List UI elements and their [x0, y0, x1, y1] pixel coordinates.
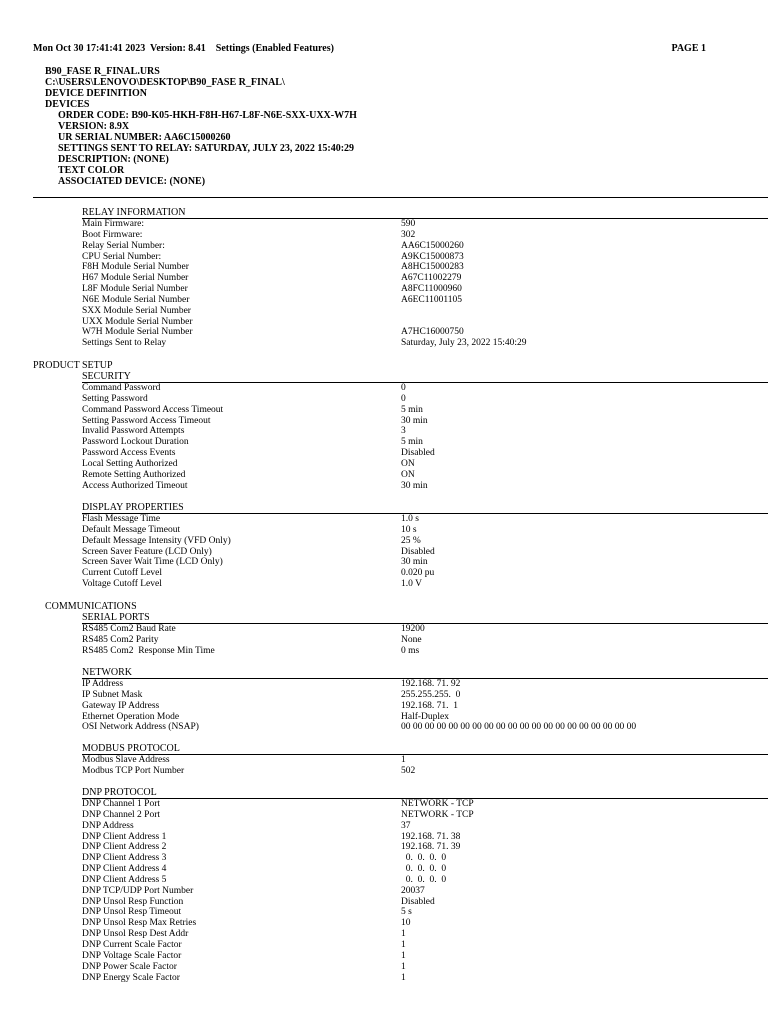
- setting-label: DNP Channel 2 Port: [82, 809, 161, 820]
- setting-row: [82, 842, 768, 853]
- settings-rows: [82, 624, 768, 657]
- setting-row: [82, 327, 768, 338]
- setting-label: DNP Unsol Resp Timeout: [82, 907, 182, 918]
- setting-value: 0. 0. 0. 0: [401, 874, 447, 885]
- setting-label: Setting Password: [82, 393, 148, 404]
- setting-label: Settings Sent to Relay: [82, 338, 167, 349]
- setting-row: [82, 273, 768, 284]
- setting-row: [82, 635, 768, 646]
- setting-row: [82, 810, 768, 821]
- setting-row: [82, 262, 768, 273]
- setting-row: [82, 338, 768, 349]
- setting-value: 25 %: [401, 535, 421, 546]
- setting-row: [82, 973, 768, 984]
- setting-value: 0: [401, 383, 406, 393]
- setting-value: Disabled: [401, 546, 435, 557]
- section-title: MODBUS PROTOCOL: [82, 743, 768, 755]
- setting-row: [82, 646, 768, 657]
- setting-value: 0: [401, 393, 406, 404]
- setting-label: DNP TCP/UDP Port Number: [82, 885, 194, 896]
- setting-label: DNP Client Address 5: [82, 874, 167, 885]
- setting-label: UXX Module Serial Number: [82, 316, 193, 327]
- setting-row: [82, 568, 768, 579]
- dnp-protocol-section: [82, 787, 768, 983]
- setting-label: Modbus TCP Port Number: [82, 765, 185, 776]
- setting-label: DNP Client Address 4: [82, 864, 167, 875]
- settings-rows: [82, 799, 768, 983]
- setting-value: 1: [401, 950, 406, 961]
- setting-label: N6E Module Serial Number: [82, 294, 190, 305]
- setting-value: 1: [401, 929, 406, 940]
- security-section: [82, 371, 768, 491]
- settings-rows: [82, 383, 768, 491]
- setting-value: 5 s: [401, 907, 412, 918]
- setting-label: Command Password Access Timeout: [82, 404, 224, 415]
- setting-value: AA6C15000260: [401, 240, 464, 251]
- setting-row: [82, 766, 768, 777]
- setting-row: [82, 470, 768, 481]
- serial-ports-section: [82, 612, 768, 657]
- network-section: [82, 667, 768, 733]
- setting-value: ON: [401, 469, 415, 480]
- setting-label: Password Access Events: [82, 448, 176, 459]
- setting-value: 1.0 V: [401, 579, 422, 590]
- setting-value: Saturday, July 23, 2022 15:40:29: [401, 338, 527, 349]
- setting-label: Relay Serial Number:: [82, 240, 165, 251]
- setting-label: DNP Current Scale Factor: [82, 939, 182, 950]
- setting-row: [82, 252, 768, 263]
- setting-value: A67C11002279: [401, 273, 462, 284]
- setting-value: A9KC15000873: [401, 251, 464, 262]
- version: VERSION: 8.9X: [58, 121, 130, 132]
- setting-value: 30 min: [401, 557, 428, 568]
- setting-row: [82, 437, 768, 448]
- product-setup-heading: PRODUCT SETUP: [33, 360, 113, 371]
- setting-row: [82, 295, 768, 306]
- setting-row: [82, 722, 768, 733]
- setting-label: IP Subnet Mask: [82, 689, 143, 700]
- device-definition-block: [45, 66, 357, 187]
- setting-value: 10 s: [401, 524, 417, 535]
- setting-row: [82, 547, 768, 558]
- setting-row: [82, 864, 768, 875]
- setting-value: None: [401, 634, 422, 645]
- setting-value: 1.0 s: [401, 514, 419, 524]
- settings-rows: [82, 679, 768, 733]
- setting-value: ON: [401, 458, 415, 469]
- setting-row: [82, 525, 768, 536]
- setting-row: [82, 886, 768, 897]
- setting-value: 1: [401, 939, 406, 950]
- settings-rows: [82, 755, 768, 777]
- setting-value: 30 min: [401, 415, 428, 426]
- setting-row: [82, 701, 768, 712]
- setting-row: [82, 405, 768, 416]
- setting-label: W7H Module Serial Number: [82, 327, 193, 338]
- devices-heading: DEVICES: [45, 99, 90, 110]
- setting-label: DNP Client Address 2: [82, 842, 167, 853]
- settings-sent: SETTINGS SENT TO RELAY: SATURDAY, JULY 23, 2022 15:40:29: [58, 143, 355, 154]
- setting-label: RS485 Com2 Parity: [82, 634, 159, 645]
- setting-row: [82, 459, 768, 470]
- setting-value: A7HC16000750: [401, 327, 464, 338]
- associated-device: ASSOCIATED DEVICE: (NONE): [58, 176, 206, 187]
- setting-value: 502: [401, 765, 416, 776]
- ur-serial-number: UR SERIAL NUMBER: AA6C15000260: [58, 132, 231, 143]
- setting-label: Invalid Password Attempts: [82, 426, 185, 437]
- setting-value: 1: [401, 972, 406, 983]
- text-color: TEXT COLOR: [58, 165, 125, 176]
- setting-row: [82, 929, 768, 940]
- setting-row: [82, 755, 768, 766]
- setting-label: DNP Energy Scale Factor: [82, 972, 180, 983]
- setting-row: [82, 897, 768, 908]
- setting-label: DNP Voltage Scale Factor: [82, 950, 182, 961]
- setting-label: Current Cutoff Level: [82, 568, 163, 579]
- setting-row: [82, 821, 768, 832]
- setting-row: [82, 219, 768, 230]
- setting-label: DNP Channel 1 Port: [82, 799, 161, 809]
- setting-row: [82, 951, 768, 962]
- modbus-protocol-section: [82, 743, 768, 777]
- setting-row: [82, 712, 768, 723]
- setting-row: [82, 426, 768, 437]
- setting-row: [82, 514, 768, 525]
- section-title: SERIAL PORTS: [82, 612, 768, 624]
- setting-label: Main Firmware:: [82, 219, 145, 229]
- setting-label: RS485 Com2 Response Min Time: [82, 645, 215, 656]
- setting-row: [82, 416, 768, 427]
- setting-label: Password Lockout Duration: [82, 437, 189, 448]
- setting-value: 20037: [401, 885, 425, 896]
- section-title: DISPLAY PROPERTIES: [82, 502, 768, 514]
- setting-value: NETWORK - TCP: [401, 809, 474, 820]
- section-title: NETWORK: [82, 667, 768, 679]
- setting-label: DNP Address: [82, 820, 134, 831]
- setting-value: 590: [401, 219, 416, 229]
- settings-rows: [82, 219, 768, 349]
- setting-value: 192.168. 71. 39: [401, 842, 461, 853]
- setting-row: [82, 481, 768, 492]
- setting-row: [82, 383, 768, 394]
- section-title: SECURITY: [82, 371, 768, 383]
- section-divider: [33, 197, 768, 198]
- setting-value: 37: [401, 820, 411, 831]
- setting-row: [82, 241, 768, 252]
- setting-row: [82, 284, 768, 295]
- setting-value: 30 min: [401, 480, 428, 491]
- setting-row: [82, 679, 768, 690]
- setting-row: [82, 832, 768, 843]
- setting-label: Local Setting Authorized: [82, 458, 178, 469]
- setting-value: 255.255.255. 0: [401, 689, 461, 700]
- setting-value: 10: [401, 918, 411, 929]
- setting-label: Ethernet Operation Mode: [82, 711, 180, 722]
- setting-value: 302: [401, 229, 416, 240]
- setting-value: A8FC11000960: [401, 284, 462, 295]
- order-code: ORDER CODE: B90-K05-HKH-F8H-H67-L8F-N6E-SXX-UXX-W7H: [58, 110, 357, 121]
- setting-value: 1: [401, 755, 406, 765]
- setting-row: [82, 448, 768, 459]
- setting-label: Gateway IP Address: [82, 700, 160, 711]
- setting-value: A6EC11001105: [401, 294, 463, 305]
- setting-row: [82, 394, 768, 405]
- device-definition-heading: DEVICE DEFINITION: [45, 88, 147, 99]
- setting-label: L8F Module Serial Number: [82, 284, 188, 295]
- setting-row: [82, 579, 768, 590]
- setting-label: Default Message Timeout: [82, 524, 181, 535]
- section-title: RELAY INFORMATION: [82, 207, 768, 219]
- setting-value: 00 00 00 00 00 00 00 00 00 00 00 00 00 00 00 00 00 00 00 00: [401, 722, 637, 733]
- setting-label: DNP Power Scale Factor: [82, 961, 177, 972]
- setting-value: 5 min: [401, 404, 423, 415]
- setting-value: Disabled: [401, 896, 435, 907]
- setting-row: [82, 799, 768, 810]
- file-path: C:\USERS\LENOVO\DESKTOP\B90_FASE R_FINAL\: [45, 77, 285, 88]
- setting-value: 5 min: [401, 437, 423, 448]
- page-header: [33, 43, 706, 55]
- setting-row: [82, 317, 768, 328]
- setting-value: 0.020 pu: [401, 568, 435, 579]
- setting-value: Disabled: [401, 448, 435, 459]
- setting-label: SXX Module Serial Number: [82, 305, 191, 316]
- setting-label: H67 Module Serial Number: [82, 273, 189, 284]
- settings-rows: [82, 514, 768, 590]
- setting-label: Modbus Slave Address: [82, 755, 170, 765]
- setting-label: DNP Unsol Resp Dest Addr: [82, 929, 189, 940]
- setting-row: [82, 536, 768, 547]
- setting-label: F8H Module Serial Number: [82, 262, 189, 273]
- setting-row: [82, 306, 768, 317]
- setting-label: Flash Message Time: [82, 514, 161, 524]
- setting-label: Command Password: [82, 383, 161, 393]
- setting-label: Access Authorized Timeout: [82, 480, 188, 491]
- file-name: B90_FASE R_FINAL.URS: [45, 66, 160, 77]
- setting-row: [82, 557, 768, 568]
- setting-row: [82, 690, 768, 701]
- setting-row: [82, 918, 768, 929]
- setting-row: [82, 940, 768, 951]
- setting-value: 192.168. 71. 92: [401, 679, 461, 689]
- setting-value: 0. 0. 0. 0: [401, 864, 447, 875]
- setting-value: 19200: [401, 624, 425, 634]
- page-number: PAGE 1: [671, 43, 706, 54]
- setting-value: 1: [401, 961, 406, 972]
- setting-value: 192.168. 71. 38: [401, 831, 461, 842]
- setting-label: IP Address: [82, 679, 124, 689]
- setting-row: [82, 853, 768, 864]
- setting-value: 0 ms: [401, 645, 420, 656]
- setting-value: A8HC15000283: [401, 262, 464, 273]
- relay-information-section: [82, 207, 768, 349]
- setting-value: Half-Duplex: [401, 711, 450, 722]
- setting-row: [82, 230, 768, 241]
- setting-label: CPU Serial Number:: [82, 251, 162, 262]
- communications-heading: COMMUNICATIONS: [45, 601, 137, 612]
- setting-value: 3: [401, 426, 406, 437]
- setting-row: [82, 962, 768, 973]
- setting-label: DNP Unsol Resp Max Retries: [82, 918, 197, 929]
- setting-label: Voltage Cutoff Level: [82, 579, 162, 590]
- setting-value: NETWORK - TCP: [401, 799, 474, 809]
- display-properties-section: [82, 502, 768, 590]
- setting-label: Boot Firmware:: [82, 229, 143, 240]
- setting-row: [82, 624, 768, 635]
- setting-row: [82, 875, 768, 886]
- section-title: DNP PROTOCOL: [82, 787, 768, 799]
- setting-label: Screen Saver Wait Time (LCD Only): [82, 557, 223, 568]
- setting-label: Setting Password Access Timeout: [82, 415, 211, 426]
- setting-row: [82, 907, 768, 918]
- setting-label: Screen Saver Feature (LCD Only): [82, 546, 212, 557]
- setting-label: Default Message Intensity (VFD Only): [82, 535, 231, 546]
- setting-label: OSI Network Address (NSAP): [82, 722, 199, 733]
- setting-label: Remote Setting Authorized: [82, 469, 186, 480]
- setting-label: DNP Unsol Resp Function: [82, 896, 184, 907]
- setting-value: 192.168. 71. 1: [401, 700, 458, 711]
- setting-label: DNP Client Address 1: [82, 831, 167, 842]
- setting-value: 0. 0. 0. 0: [401, 853, 447, 864]
- report-header-text: Mon Oct 30 17:41:41 2023 Version: 8.41 Settings (Enabled Features): [33, 43, 334, 54]
- setting-label: RS485 Com2 Baud Rate: [82, 624, 176, 634]
- description: DESCRIPTION: (NONE): [58, 154, 169, 165]
- setting-label: DNP Client Address 3: [82, 853, 167, 864]
